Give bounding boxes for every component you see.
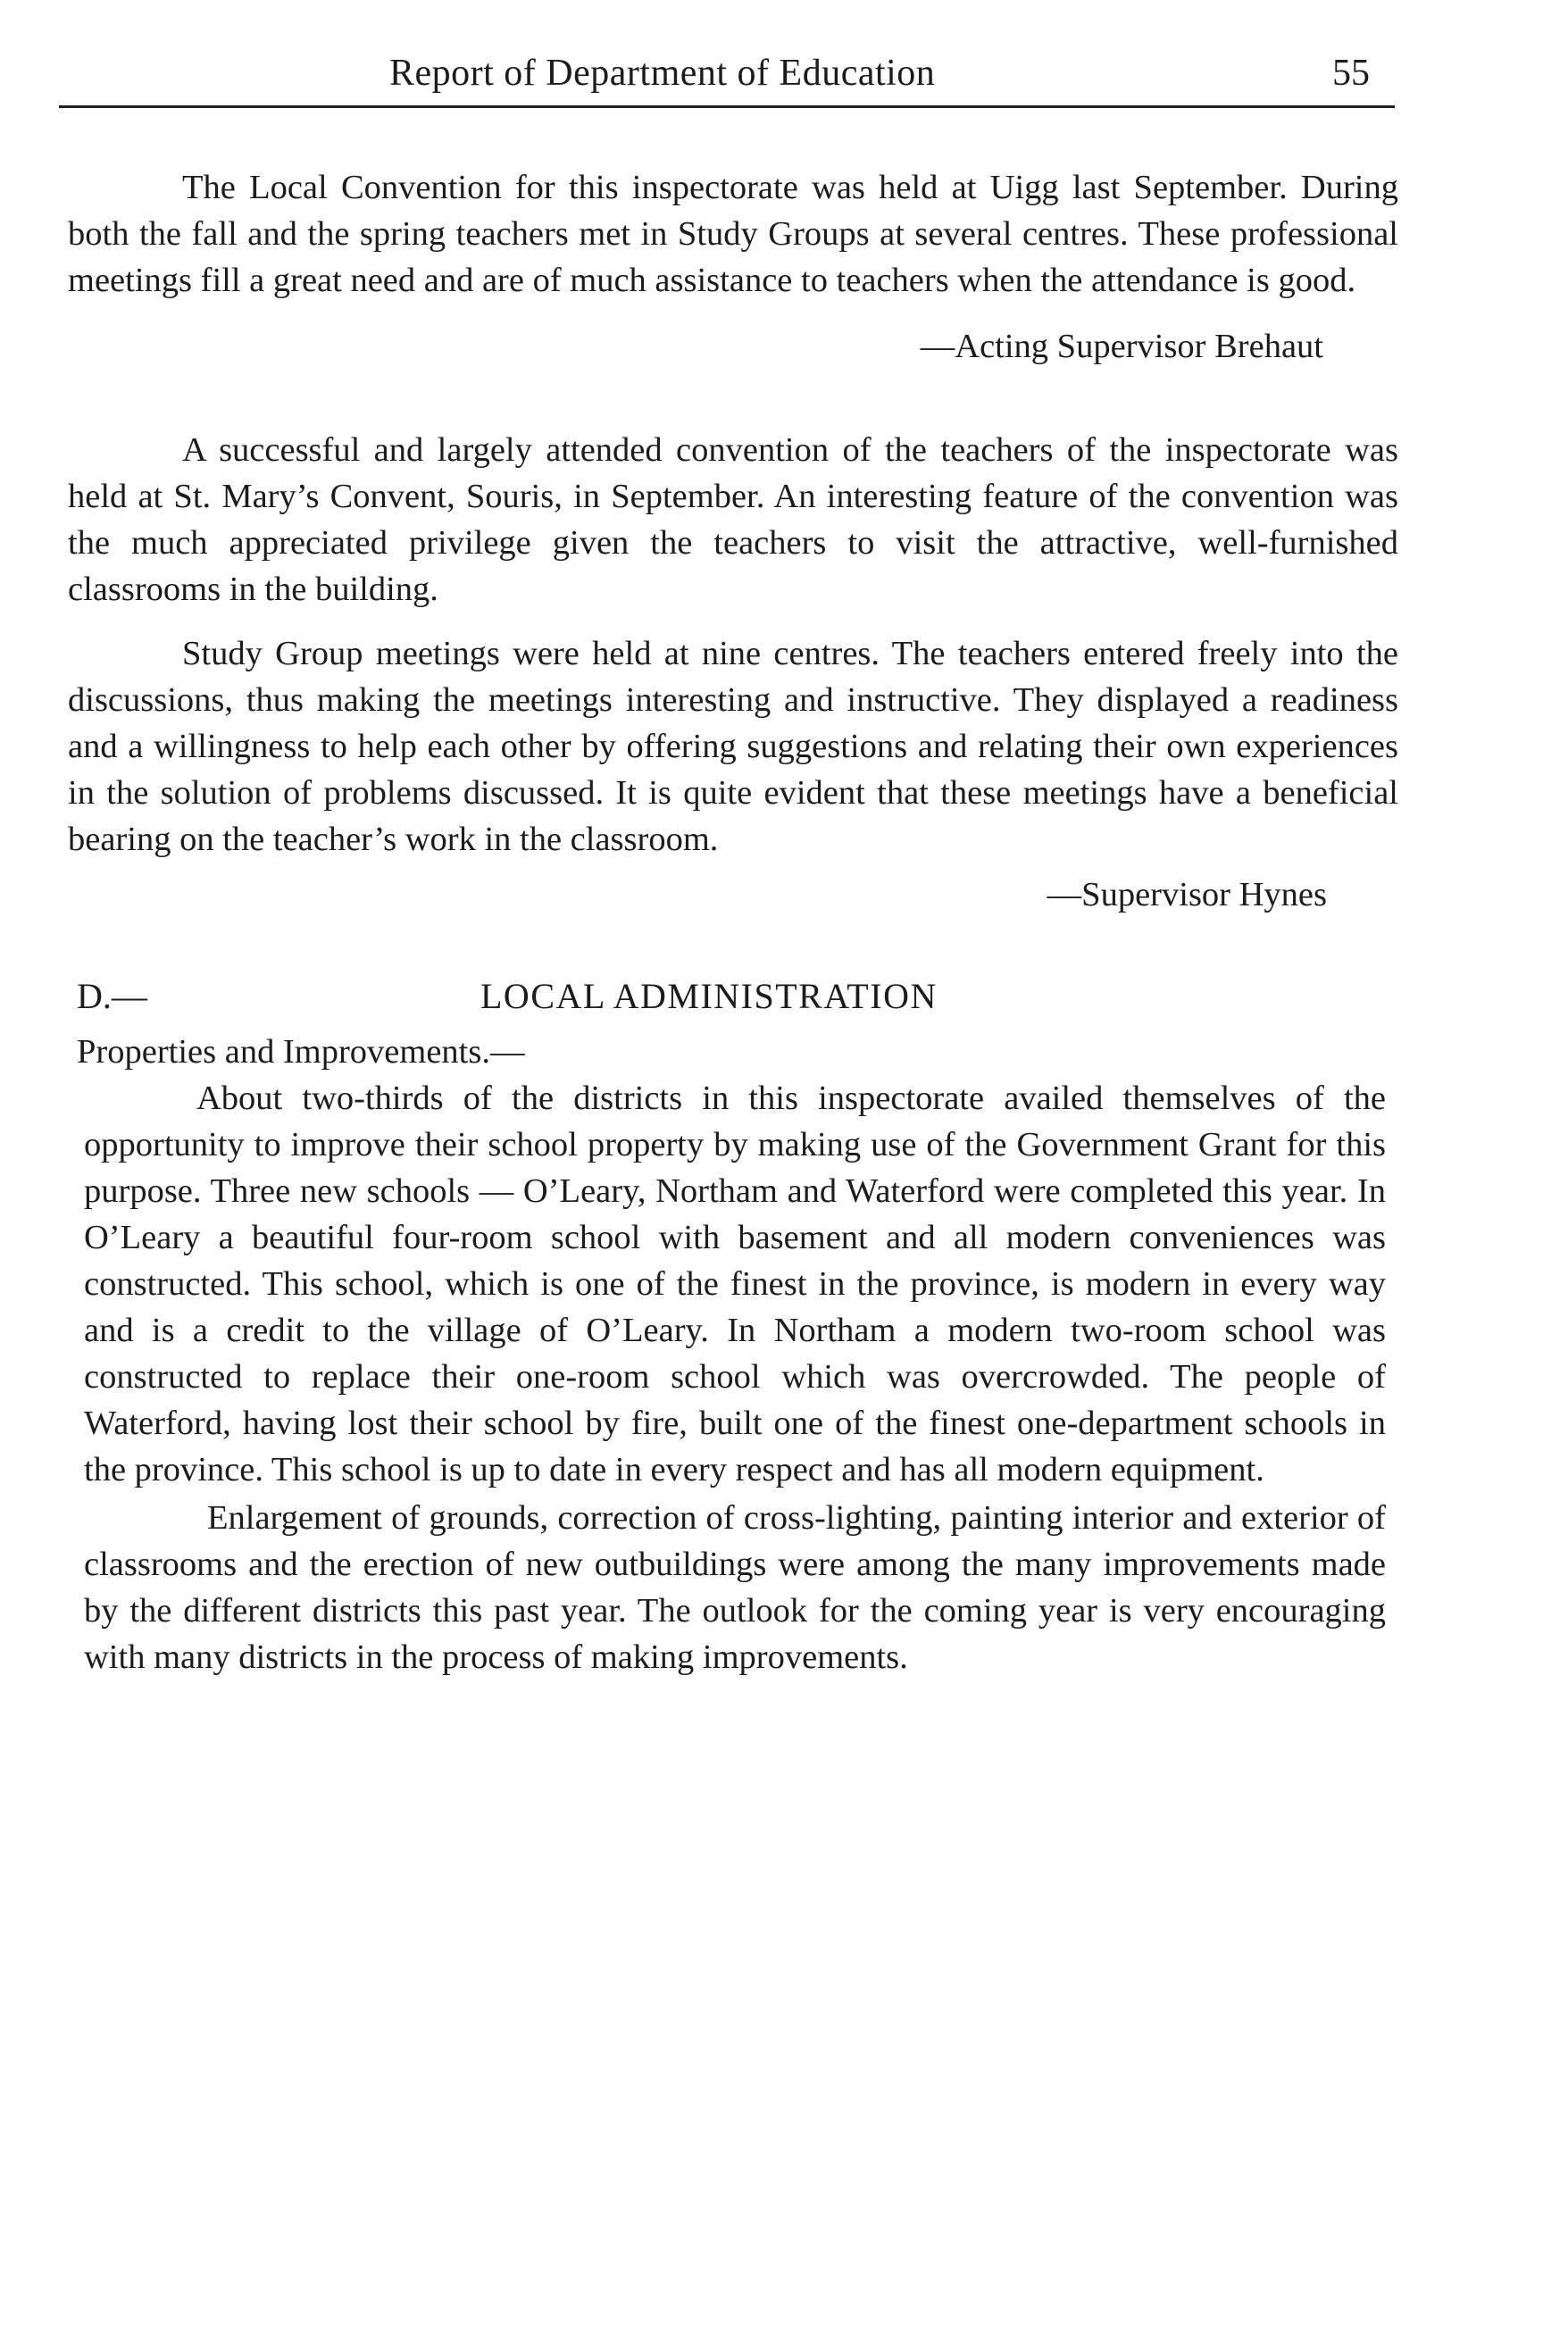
page-body	[68, 164, 1398, 1680]
section-title: LOCAL ADMINISTRATION	[480, 976, 938, 1016]
section-heading	[68, 973, 1398, 1023]
subheading-properties: Properties and Improvements.—	[77, 1033, 525, 1071]
section-d-body	[68, 1075, 1398, 1680]
page-number: 55	[1332, 53, 1370, 94]
signature-brehaut: —Acting Supervisor Brehaut	[920, 328, 1323, 365]
header-title: Report of Department of Education	[389, 53, 936, 94]
running-header	[59, 52, 1395, 108]
paragraph-grounds-enlargement: Enlargement of grounds, correction of cross-lighting, painting interior and exterior of classrooms and the erection of new outbuildings were among the many improvements made by the different districts this past year. The outlook for the coming year is very encouraging with many districts in the process of making improvements.	[84, 1499, 1386, 1676]
paragraph-school-improvements: About two-thirds of the districts in this inspectorate availed themselves of the opportunity to improve their school property by making use of the Government Grant for this purpose. Three new schools — O’Leary, Northam and Waterford were completed this year. In O’Leary a beautiful four-room school with basement and all modern conveniences was constructed. This school, which is one of the finest in the province, is modern in every way and is a credit to the village of O’Leary. In Northam a modern two-room school was constructed to replace their one-room school which was overcrowded. The people of Waterford, having lost their school by fire, built one of the finest one-department schools in the province. This school is up to date in every respect and has all modern equipment.	[84, 1080, 1386, 1488]
section-letter: D.—	[77, 976, 147, 1016]
signature-hynes: —Supervisor Hynes	[1047, 876, 1327, 913]
paragraph-local-convention: The Local Convention for this inspectorate was held at Uigg last September. During both the fall and the spring teachers met in Study Groups at several centres. These professional meetings fill a great need and are of much assistance to teachers when the attendance is good.	[68, 169, 1398, 299]
paragraph-souris-convention: A successful and largely attended convention of the teachers of the inspectorate was held at St. Mary’s Convent, Souris, in September. An interesting feature of the convention was the much appreciated privilege given the teachers to visit the attractive, well-furnished classrooms in the building.	[68, 431, 1398, 608]
paragraph-study-groups: Study Group meetings were held at nine centres. The teachers entered freely into the discussions, thus making the meetings interesting and instructive. They displayed a readiness and a willingness to help each other by offering suggestions and relating their own experiences in the solution of problems discussed. It is quite evident that these meetings have a beneficial bearing on the teacher’s work in the classroom.	[68, 635, 1398, 858]
